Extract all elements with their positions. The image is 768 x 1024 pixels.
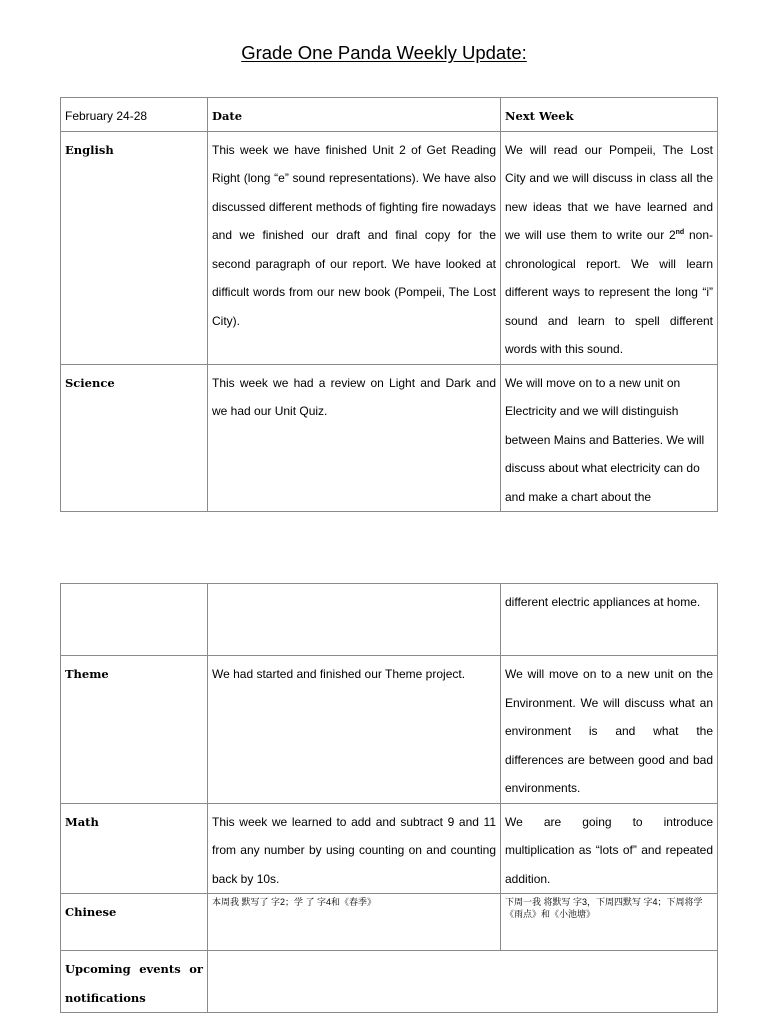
chinese-next-week: 下周一我 将默写 字3，下周四默写 字4；下周将学 《雨点》和《小池塘》 xyxy=(501,894,718,951)
upcoming-events-value xyxy=(208,951,718,1013)
science-next-week-continued: different electric appliances at home. xyxy=(501,584,718,656)
weekly-table-part-1 xyxy=(60,97,718,512)
science-next-week: We will move on to a new unit on Electricity and we will distinguish between Mains and Batteries. We will discuss about what electricity can do and make a chart about the xyxy=(501,364,718,512)
page-title: Grade One Panda Weekly Update: xyxy=(241,42,527,63)
table-row-chinese xyxy=(61,894,718,951)
empty-cell xyxy=(208,584,501,656)
chinese-this-week: 本周我 默写了 字2；学 了 字4和《春季》 xyxy=(208,894,501,951)
english-next-week-part-a: We will read our Pompeii, The Lost City and we will discuss in class all the new ideas that we have learned and we will use them to write our 2 xyxy=(505,142,713,242)
weekly-table-part-2 xyxy=(60,583,718,1013)
math-next-week: We are going to introduce multiplication as “lots of” and repeated addition. xyxy=(501,803,718,894)
table-row-math xyxy=(61,803,718,894)
subject-theme: Theme xyxy=(61,656,208,804)
subject-chinese: Chinese xyxy=(61,894,208,951)
week-label: February 24-28 xyxy=(61,98,208,132)
english-next-week xyxy=(501,131,718,364)
table-row-science xyxy=(61,364,718,512)
upcoming-events-label: Upcoming events or notifications xyxy=(61,951,208,1013)
date-column-header: Date xyxy=(208,98,501,132)
table-row-upcoming xyxy=(61,951,718,1013)
subject-english: English xyxy=(61,131,208,364)
empty-cell xyxy=(61,584,208,656)
ordinal-suffix: nd xyxy=(675,229,685,236)
table-row-theme xyxy=(61,656,718,804)
english-next-week-part-b: non-chronological report. We will learn different ways to represent the long “i” sound and learn to spell different words with this sound. xyxy=(505,228,713,356)
table-row-english xyxy=(61,131,718,364)
english-this-week: This week we have finished Unit 2 of Get Reading Right (long “e” sound representations). We have also discussed different methods of fighting fire nowadays and we finished our draft and final copy for the second paragraph of our report. We have looked at difficult words from our new book (Pompeii, The Lost City). xyxy=(208,131,501,364)
next-week-column-header: Next Week xyxy=(501,98,718,132)
table-header-row xyxy=(61,98,718,132)
subject-science: Science xyxy=(61,364,208,512)
theme-this-week: We had started and finished our Theme project. xyxy=(208,656,501,804)
math-this-week: This week we learned to add and subtract 9 and 11 from any number by using counting on and counting back by 10s. xyxy=(208,803,501,894)
science-this-week: This week we had a review on Light and Dark and we had our Unit Quiz. xyxy=(208,364,501,512)
subject-math: Math xyxy=(61,803,208,894)
table-row-science-continued xyxy=(61,584,718,656)
theme-next-week: We will move on to a new unit on the Environment. We will discuss what an environment is and what the differences are between good and bad environments. xyxy=(501,656,718,804)
